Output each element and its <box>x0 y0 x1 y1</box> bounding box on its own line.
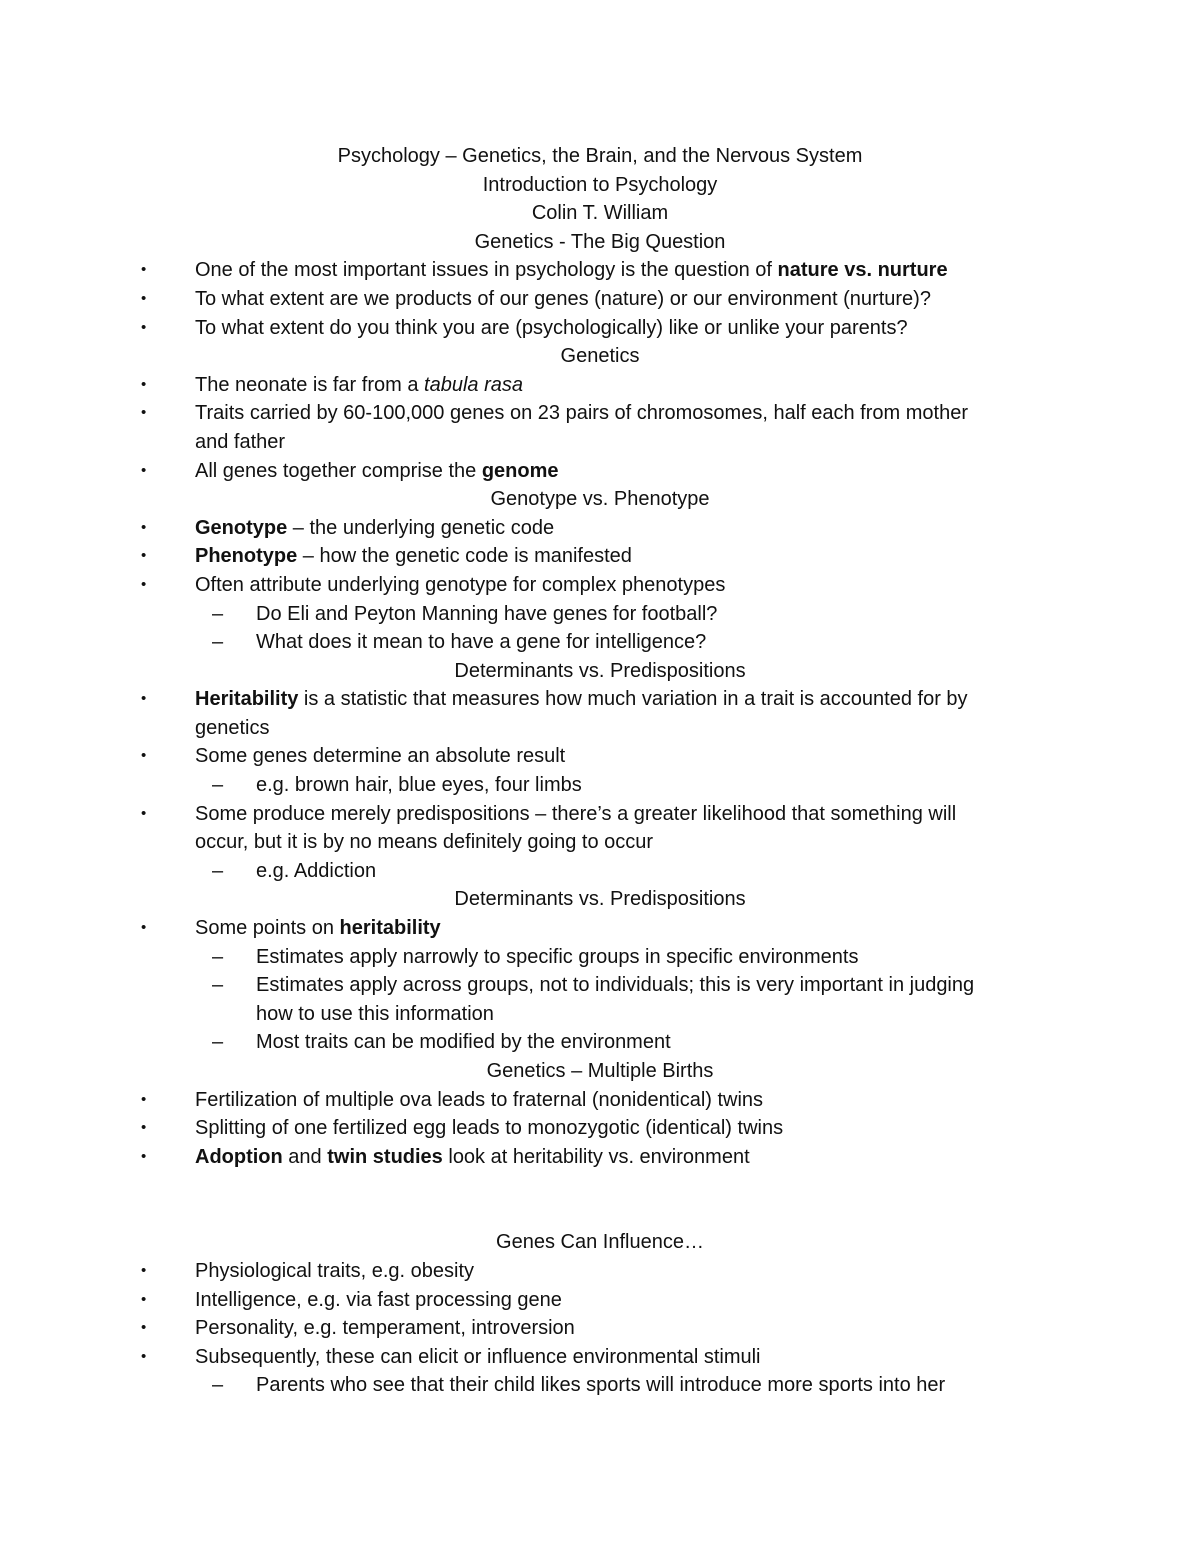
sub-bullet-item <box>0 771 1200 800</box>
bullet-icon: • <box>141 804 147 822</box>
bullet-icon: • <box>141 747 147 765</box>
course-name: Introduction to Psychology <box>482 173 718 196</box>
bullet-item <box>0 742 1200 771</box>
bullet-item <box>0 514 1200 543</box>
bullet-item <box>0 371 1200 400</box>
author-name: Colin T. William <box>531 202 669 225</box>
document-title: Psychology – Genetics, the Brain, and the Nervous System <box>337 145 863 167</box>
bullet-continuation <box>0 828 1200 857</box>
bullet-continuation <box>0 714 1200 743</box>
bullet-icon: • <box>141 919 147 937</box>
item-text: how to use this information <box>256 1002 494 1025</box>
bullet-item <box>0 571 1200 600</box>
item-text: Phenotype – how the genetic code is manifested <box>195 545 632 568</box>
sub-bullet-item <box>0 628 1200 657</box>
bullet-icon: • <box>141 1147 147 1165</box>
item-text: To what extent are we products of our genes (nature) or our environment (nurture)? <box>195 287 931 310</box>
bullet-icon: • <box>141 518 147 536</box>
sub-bullet-continuation <box>0 1000 1200 1029</box>
bullet-icon: • <box>141 1290 147 1308</box>
section-heading: Determinants vs. Predispositions <box>454 888 746 911</box>
sub-bullet-item <box>0 1028 1200 1057</box>
item-text: Intelligence, e.g. via fast processing gene <box>195 1288 562 1311</box>
dash-icon: – <box>212 859 224 882</box>
dash-icon: – <box>212 1374 224 1397</box>
sub-bullet-item <box>0 1371 1200 1400</box>
item-text: Traits carried by 60-100,000 genes on 23 pairs of chromosomes, half each from mother <box>195 402 968 425</box>
bullet-icon: • <box>141 375 147 393</box>
bullet-item <box>0 1343 1200 1372</box>
item-text: The neonate is far from a tabula rasa <box>195 373 523 396</box>
section-heading: Genetics - The Big Question <box>474 230 726 253</box>
notes-body <box>0 228 1200 1400</box>
bullet-item <box>0 457 1200 486</box>
section-heading: Genotype vs. Phenotype <box>490 488 710 511</box>
item-text: Parents who see that their child likes sports will introduce more sports into her <box>256 1374 946 1397</box>
item-text: genetics <box>195 716 270 739</box>
sub-bullet-item <box>0 600 1200 629</box>
bullet-item <box>0 685 1200 714</box>
bullet-item <box>0 914 1200 943</box>
sub-bullet-item <box>0 943 1200 972</box>
item-text: To what extent do you think you are (psychologically) like or unlike your parents? <box>195 316 908 339</box>
bullet-icon: • <box>141 690 147 708</box>
bullet-icon: • <box>141 547 147 565</box>
item-text: Some genes determine an absolute result <box>195 745 566 768</box>
bullet-item <box>0 399 1200 428</box>
bullet-item <box>0 1286 1200 1315</box>
bullet-icon: • <box>141 404 147 422</box>
bullet-icon: • <box>141 261 147 279</box>
item-text: One of the most important issues in psychology is the question of nature vs. nurture <box>195 259 948 282</box>
dash-icon: – <box>212 602 224 625</box>
dash-icon: – <box>212 774 224 797</box>
item-text: e.g. brown hair, blue eyes, four limbs <box>256 774 582 797</box>
item-text: All genes together comprise the genome <box>195 459 559 482</box>
dash-icon: – <box>212 945 224 968</box>
item-text: Heritability is a statistic that measures how much variation in a trait is accounted for by <box>195 688 968 711</box>
bullet-item <box>0 256 1200 285</box>
section-heading: Genetics <box>560 345 640 368</box>
bullet-icon: • <box>141 1347 147 1365</box>
item-text: occur, but it is by no means definitely going to occur <box>195 831 654 854</box>
bullet-item <box>0 1086 1200 1115</box>
item-text: Do Eli and Peyton Manning have genes for football? <box>256 602 718 625</box>
item-text: Most traits can be modified by the environment <box>256 1031 671 1054</box>
section-heading: Determinants vs. Predispositions <box>454 659 746 682</box>
bullet-item <box>0 285 1200 314</box>
bullet-item <box>0 800 1200 829</box>
item-text: Splitting of one fertilized egg leads to monozygotic (identical) twins <box>195 1117 784 1140</box>
item-text: e.g. Addiction <box>256 859 377 882</box>
dash-icon: – <box>212 974 224 997</box>
section-heading: Genes Can Influence… <box>496 1231 704 1254</box>
bullet-icon: • <box>141 1090 147 1108</box>
item-text: Estimates apply narrowly to specific groups in specific environments <box>256 945 859 968</box>
item-text: Fertilization of multiple ova leads to fraternal (nonidentical) twins <box>195 1088 764 1111</box>
bullet-item <box>0 1143 1200 1172</box>
bullet-item <box>0 542 1200 571</box>
bullet-icon: • <box>141 1119 147 1137</box>
item-text: Estimates apply across groups, not to individuals; this is very important in judging <box>256 974 975 997</box>
item-text: Some produce merely predispositions – there’s a greater likelihood that something will <box>195 802 957 825</box>
bullet-item <box>0 1314 1200 1343</box>
item-text: Adoption and twin studies look at heritability vs. environment <box>195 1145 750 1168</box>
bullet-icon: • <box>141 289 147 307</box>
bullet-item <box>0 1257 1200 1286</box>
item-text: What does it mean to have a gene for intelligence? <box>256 631 707 654</box>
bullet-item <box>0 314 1200 343</box>
section-spacer <box>0 1171 1200 1228</box>
item-text: Physiological traits, e.g. obesity <box>195 1259 475 1282</box>
item-text: Personality, e.g. temperament, introversion <box>195 1317 575 1340</box>
item-text: and father <box>195 430 286 453</box>
item-text: Subsequently, these can elicit or influence environmental stimuli <box>195 1345 761 1368</box>
bullet-icon: • <box>141 318 147 336</box>
bullet-continuation <box>0 428 1200 457</box>
item-text: Some points on heritability <box>195 917 441 940</box>
document-page <box>0 142 1200 1400</box>
dash-icon: – <box>212 1031 224 1054</box>
bullet-icon: • <box>141 1319 147 1337</box>
sub-bullet-item <box>0 857 1200 886</box>
bullet-icon: • <box>141 1261 147 1279</box>
section-heading: Genetics – Multiple Births <box>486 1060 714 1082</box>
dash-icon: – <box>212 631 224 654</box>
bullet-icon: • <box>141 461 147 479</box>
item-text: Genotype – the underlying genetic code <box>195 516 555 539</box>
item-text: Often attribute underlying genotype for complex phenotypes <box>195 573 726 596</box>
bullet-item <box>0 1114 1200 1143</box>
bullet-icon: • <box>141 575 147 593</box>
sub-bullet-item <box>0 971 1200 1000</box>
